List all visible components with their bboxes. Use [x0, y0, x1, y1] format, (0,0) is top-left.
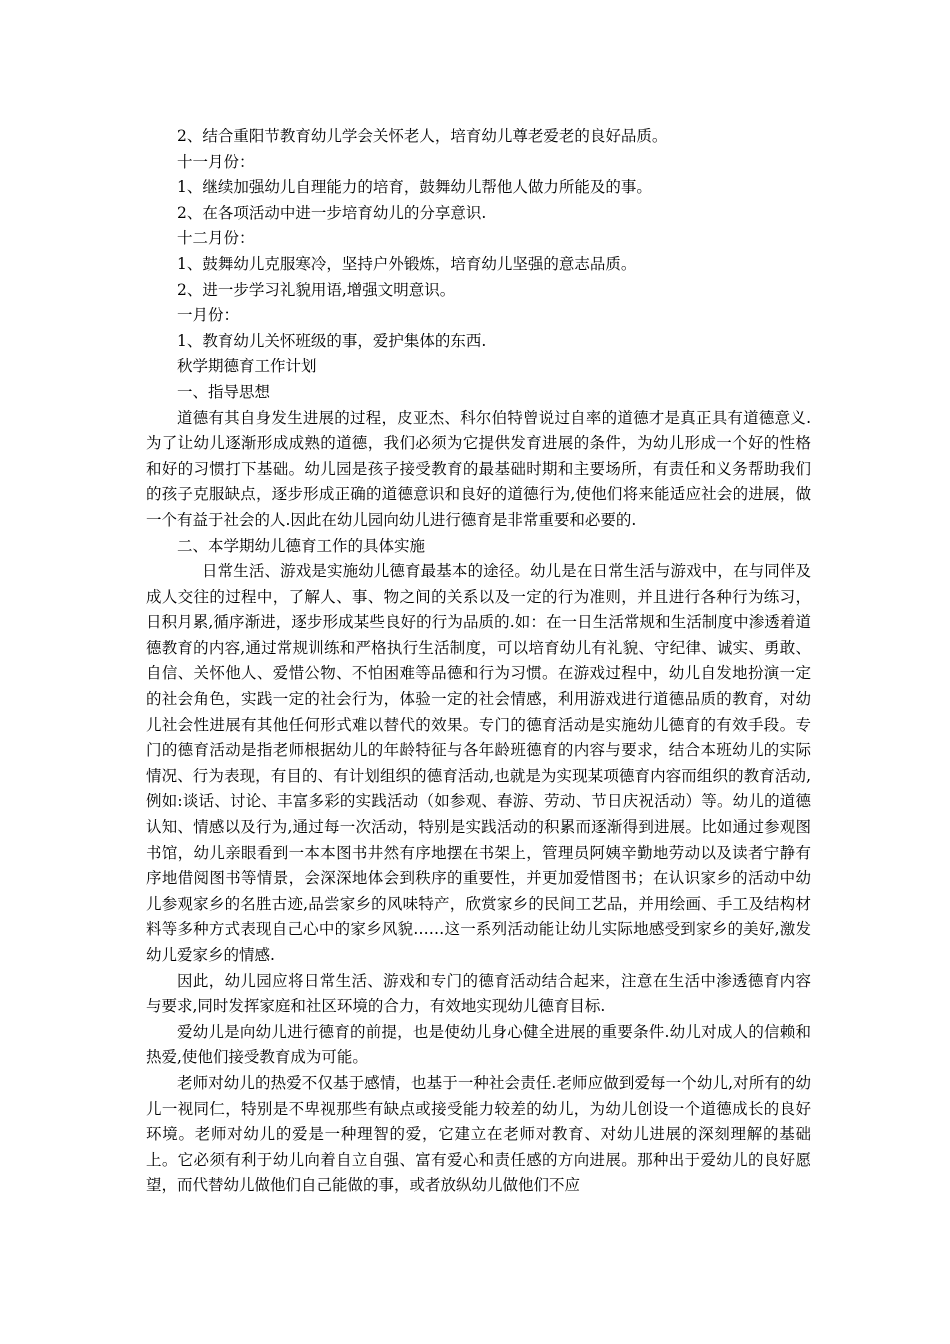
- month-heading: 一月份：: [177, 306, 240, 325]
- list-item: 2、结合重阳节教育幼儿学会关怀老人，培育幼儿尊老爱老的良好品质。: [177, 127, 668, 145]
- paragraph-therefore: 因此，幼儿园应将日常生活、游戏和专门的德育活动结合起来，注意在生活中渗透德育内容与要求,同时发挥家庭和社区环境的合力，有效地实现幼儿德育目标.: [146, 971, 811, 1016]
- section-heading: 二、本学期幼儿德育工作的具体实施: [177, 536, 426, 555]
- document-page: [146, 124, 811, 1199]
- paragraph-daily-life: 日常生活、游戏是实施幼儿德育最基本的途径。幼儿是在日常生活与游戏中，在与同伴及成人交往的过程中，了解人、事、物之间的关系以及一定的行为准则，并且进行各种行为练习，日积月累,循序渐进，逐步形成某些良好的行为品质的.如：在一日生活常规和生活制度中渗透着道德教育的内容,通过常规训练和严格执行生活制度，可以培育幼儿有礼貌、守纪律、诚实、勇敢、自信、关怀他人、爱惜公物、不怕困难等品德和行为习惯。在游戏过程中，幼儿自发地扮演一定的社会角色，实践一定的社会行为，体验一定的社会情感，利用游戏进行道德品质的教育，对幼儿社会性进展有其他任何形式难以替代的效果。专门的德育活动是实施幼儿德育的有效手段。专门的德育活动是指老师根据幼儿的年龄特征与各年龄班德育的内容与要求，结合本班幼儿的实际情况、行为表现，有目的、有计划组织的德育活动,也就是为实现某项德育内容而组织的教育活动,例如:谈话、讨论、丰富多彩的实践活动（如参观、春游、劳动、节日庆祝活动）等。幼儿的道德认知、情感以及行为,通过每一次活动，特别是实践活动的积累而逐渐得到进展。比如通过参观图书馆，幼儿亲眼看到一本本图书井然有序地摆在书架上，管理员阿姨辛勤地劳动以及读者宁静有序地借阅图书等情景，会深深地体会到秩序的重要性，并更加爱惜图书；在认识家乡的活动中幼儿参观家乡的名胜古迹,品尝家乡的风味特产，欣赏家乡的民间工艺品，并用绘画、手工及结构材料等多种方式表现自己心中的家乡风貌……这一系列活动能让幼儿实际地感受到家乡的美好,激发幼儿爱家乡的情感.: [146, 562, 811, 964]
- month-heading: 十一月份：: [177, 152, 255, 171]
- list-item: 1、教育幼儿关怀班级的事，爱护集体的东西.: [177, 331, 487, 350]
- paragraph-love: 爱幼儿是向幼儿进行德育的前提，也是使幼儿身心健全进展的重要条件.幼儿对成人的信赖和热爱,使他们接受教育成为可能。: [146, 1022, 811, 1067]
- section-heading: 一、指导思想: [177, 382, 271, 401]
- list-item: 2、在各项活动中进一步培育幼儿的分享意识.: [177, 203, 487, 222]
- section-title: 秋学期德育工作计划: [177, 357, 317, 376]
- list-item: 2、进一步学习礼貌用语,增强文明意识。: [177, 280, 456, 299]
- paragraph-guiding-thought: 道德有其自身发生进展的过程，皮亚杰、科尔伯特曾说过自率的道德才是真正具有道德意义.为了让幼儿逐渐形成成熟的道德，我们必须为它提供发育进展的条件，为幼儿形成一个好的性格和好的习惯打下基础。幼儿园是孩子接受教育的最基础时期和主要场所，有责任和义务帮助我们的孩子克服缺点，逐步形成正确的道德意识和良好的道德行为,使他们将来能适应社会的进展，做一个有益于社会的人.因此在幼儿园向幼儿进行德育是非常重要和必要的.: [146, 408, 811, 529]
- list-item: 1、鼓舞幼儿克服寒冷，坚持户外锻炼，培育幼儿坚强的意志品质。: [177, 254, 637, 273]
- list-item: 1、继续加强幼儿自理能力的培育，鼓舞幼儿帮他人做力所能及的事。: [177, 178, 652, 197]
- month-heading: 十二月份：: [177, 229, 255, 248]
- paragraph-teacher: 老师对幼儿的热爱不仅基于感情，也基于一种社会责任.老师应做到爱每一个幼儿,对所有的幼儿一视同仁，特别是不卑视那些有缺点或接受能力较差的幼儿，为幼儿创设一个道德成长的良好环境。老师对幼儿的爱是一种理智的爱，它建立在老师对教育、对幼儿进展的深刻理解的基础上。它必须有利于幼儿向着自立自强、富有爱心和责任感的方向进展。那种出于爱幼儿的良好愿望，而代替幼儿做他们自己能做的事，或者放纵幼儿做他们不应: [146, 1073, 811, 1195]
